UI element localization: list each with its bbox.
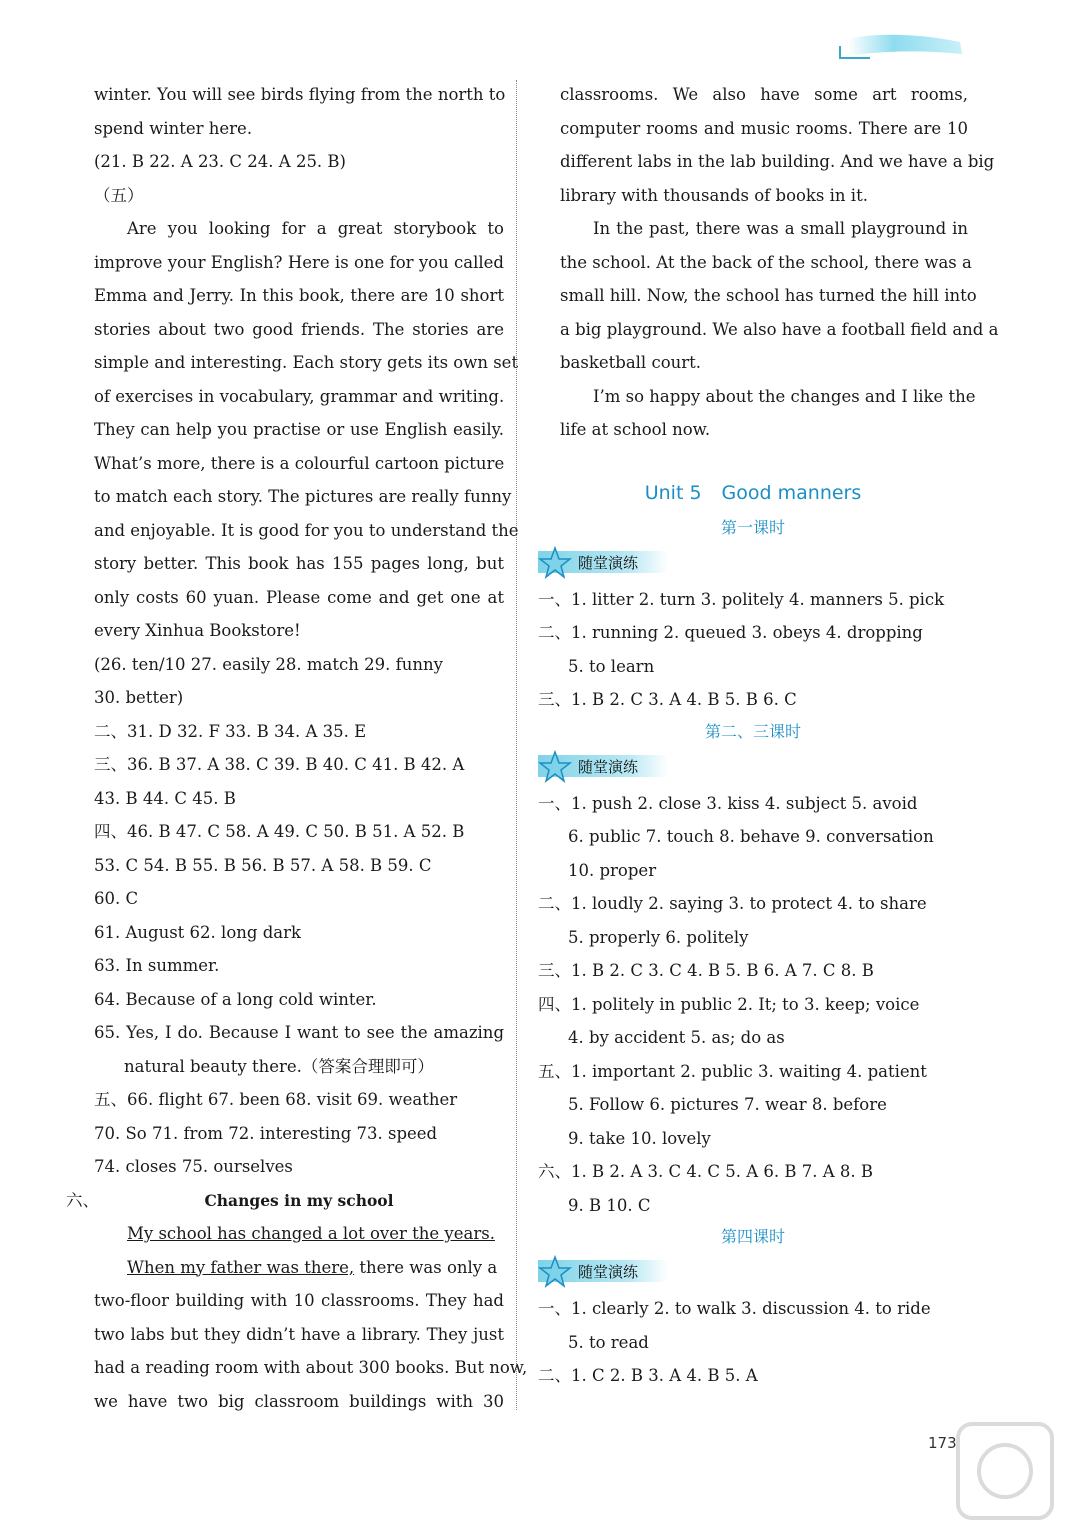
answer-line: 5. to read [568, 1332, 649, 1352]
answer-line: 四、1. politely in public 2. It; to 3. keep; voice [538, 994, 920, 1014]
star-icon [538, 750, 572, 784]
text-line: They can help you practise or use English easily. [94, 420, 504, 439]
essay-line: When my father was there, there was only a [127, 1257, 498, 1277]
banner-label: 随堂演练 [578, 1263, 639, 1281]
answer-line: 65. Yes, I do. Because I want to see the amazing [94, 1023, 504, 1042]
answer-line: 61. August 62. long dark [94, 922, 301, 942]
essay-line: small hill. Now, the school has turned the hill into [560, 286, 977, 305]
essay-line: I’m so happy about the changes and I like the [593, 386, 976, 406]
practice-banner [538, 1252, 968, 1292]
essay-heading [66, 1184, 504, 1218]
answer-line: 六、1. B 2. A 3. C 4. C 5. A 6. B 7. A 8. B [538, 1162, 873, 1181]
unit-label: Unit 5 [644, 481, 702, 504]
column-divider [516, 80, 517, 1410]
answer-line: 43. B 44. C 45. B [94, 788, 236, 808]
text-line: every Xinhua Bookstore! [94, 621, 301, 640]
essay-line: computer rooms and music rooms. There are 10 [560, 118, 968, 138]
text-line: to match each story. The pictures are really funny [94, 487, 512, 506]
answer-line: 30. better) [94, 688, 184, 707]
essay-line: My school has changed a lot over the years. [127, 1224, 495, 1243]
unit-name: Good manners [721, 481, 862, 504]
text-line: Emma and Jerry. In this book, there are 10 short [94, 286, 504, 305]
practice-banner [538, 747, 968, 787]
answer-line: 74. closes 75. ourselves [94, 1157, 293, 1176]
text-line: only costs 60 yuan. Please come and get one at [94, 587, 504, 607]
unit-heading [538, 473, 968, 513]
star-icon [538, 1255, 572, 1289]
answer-line: 53. C 54. B 55. B 56. B 57. A 58. B 59. C [94, 855, 432, 875]
answer-line: 5. properly 6. politely [568, 927, 749, 947]
text-line: of exercises in vocabulary, grammar and writing. [94, 386, 505, 406]
essay-line: library with thousands of books in it. [560, 185, 868, 205]
answer-line: 二、1. C 2. B 3. A 4. B 5. A [538, 1366, 758, 1385]
text-line: and enjoyable. It is good for you to understand the [94, 520, 519, 540]
answer-line: 63. In summer. [94, 956, 220, 975]
answer-line: (21. B 22. A 23. C 24. A 25. B) [94, 152, 346, 171]
essay-line: two-floor building with 10 classrooms. They had [94, 1291, 504, 1310]
answer-line: 四、46. B 47. C 58. A 49. C 50. B 51. A 52. B [94, 822, 465, 841]
essay-line: we have two big classroom buildings with 30 [94, 1391, 504, 1411]
answer-line: 10. proper [568, 860, 657, 880]
text-line: simple and interesting. Each story gets its own set [94, 353, 519, 372]
essay-line: In the past, there was a small playground in [593, 219, 968, 238]
page-number: 173 [928, 1434, 957, 1452]
essay-line: two labs but they didn’t have a library. They just [94, 1324, 504, 1344]
star-icon [538, 546, 572, 580]
banner-label: 随堂演练 [578, 757, 639, 776]
answer-line: 二、1. running 2. queued 3. obeys 4. dropping [538, 623, 923, 642]
answer-line: natural beauty there.（答案合理即可） [124, 1056, 434, 1076]
text-line: spend winter here. [94, 118, 253, 138]
essay-line: life at school now. [560, 420, 711, 439]
answer-line: 5. to learn [568, 656, 655, 676]
answer-line: 二、1. loudly 2. saying 3. to protect 4. to share [538, 894, 927, 913]
answer-line: 五、66. flight 67. been 68. visit 69. weather [94, 1090, 458, 1109]
essay-line: the school. At the back of the school, there was a [560, 252, 972, 272]
banner-label: 随堂演练 [578, 553, 639, 572]
answer-line: 70. So 71. from 72. interesting 73. speed [94, 1123, 438, 1143]
text-line: Are you looking for a great storybook to [127, 219, 504, 238]
answer-line: 三、1. B 2. C 3. A 4. B 5. B 6. C [538, 690, 797, 709]
essay-line: had a reading room with about 300 books. But now, [94, 1358, 528, 1377]
answer-line: 一、1. clearly 2. to walk 3. discussion 4. to ride [538, 1299, 931, 1318]
answer-line: 一、1. push 2. close 3. kiss 4. subject 5. avoid [538, 793, 918, 813]
answer-line: 60. C [94, 889, 139, 908]
practice-banner [538, 543, 968, 583]
text-line: story better. This book has 155 pages long, but [94, 554, 504, 573]
lesson-heading: 第一课时 [720, 517, 785, 537]
section-label: （五） [94, 185, 144, 205]
answer-line: 一、1. litter 2. turn 3. politely 4. manners 5. pick [538, 589, 945, 609]
answer-line: 三、1. B 2. C 3. C 4. B 5. B 6. A 7. C 8. B [538, 961, 874, 980]
answer-line: 9. B 10. C [568, 1195, 651, 1215]
lesson-heading: 第四课时 [720, 1227, 785, 1246]
answer-line: 9. take 10. lovely [568, 1128, 711, 1148]
answer-line: (26. ten/10 27. easily 28. match 29. funny [94, 654, 443, 674]
left-column [66, 78, 528, 1418]
answer-line: 6. public 7. touch 8. behave 9. conversation [568, 827, 934, 846]
lesson-heading: 第二、三课时 [704, 721, 801, 741]
section-label: 六、 [66, 1190, 99, 1210]
answer-line: 五、1. important 2. public 3. waiting 4. patient [538, 1061, 927, 1081]
answer-line: 64. Because of a long cold winter. [94, 989, 377, 1009]
text-line: winter. You will see birds flying from the north to [94, 85, 506, 104]
right-column [538, 78, 999, 1393]
essay-line: classrooms. We also have some art rooms, [560, 85, 968, 104]
text-line: What’s more, there is a colourful cartoon picture [94, 453, 505, 473]
answer-line: 三、36. B 37. A 38. C 39. B 40. C 41. B 42. A [94, 755, 465, 774]
answer-line: 4. by accident 5. as; do as [568, 1028, 785, 1047]
text-line: improve your English? Here is one for you called [94, 252, 504, 272]
essay-line: a big playground. We also have a football field and a [560, 319, 999, 339]
essay-line: different labs in the lab building. And we have a big [560, 152, 995, 171]
essay-title: Changes in my school [204, 1190, 394, 1210]
essay-line: basketball court. [560, 353, 702, 372]
header-decoration [830, 28, 970, 64]
text-line: stories about two good friends. The stories are [94, 319, 504, 339]
answer-line: 二、31. D 32. F 33. B 34. A 35. E [94, 721, 367, 741]
answer-line: 5. Follow 6. pictures 7. wear 8. before [568, 1095, 887, 1114]
watermark-logo [950, 1416, 1060, 1526]
